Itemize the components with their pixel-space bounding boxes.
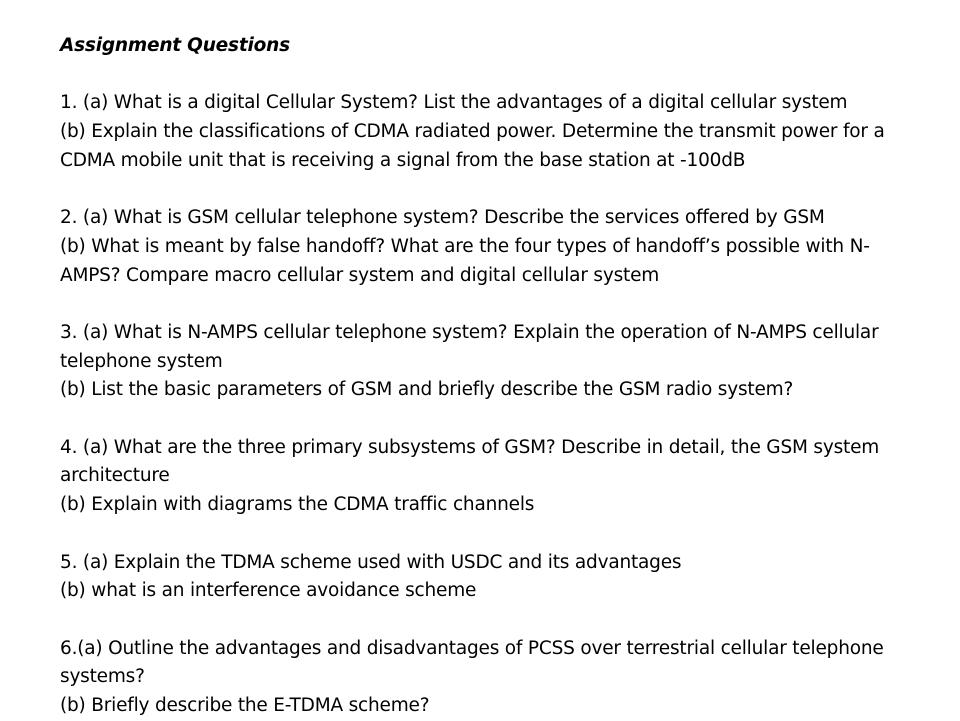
question-3-part-b: (b) List the basic parameters of GSM and briefly describe the GSM radio system? <box>60 379 794 401</box>
question-4-part-b: (b) Explain with diagrams the CDMA traffic channels <box>60 494 535 516</box>
question-6-part-b: (b) Briefly describe the E-TDMA scheme? <box>60 695 430 717</box>
question-5 <box>60 549 920 606</box>
question-5-part-a: 5. (a) Explain the TDMA scheme used with USDC and its advantages <box>60 551 682 573</box>
question-1-part-a: 1. (a) What is a digital Cellular System? List the advantages of a digital cellular system <box>60 92 848 114</box>
question-2 <box>60 204 920 290</box>
question-2-part-a: 2. (a) What is GSM cellular telephone system? Describe the services offered by GSM <box>60 207 825 229</box>
question-1 <box>60 89 920 175</box>
question-5-part-b: (b) what is an interference avoidance scheme <box>60 580 477 602</box>
question-6 <box>60 635 920 721</box>
document-page <box>60 32 920 721</box>
question-1-part-b: (b) Explain the classifications of CDMA radiated power. Determine the transmit power for a CDMA mobile unit that is receiving a signal from the base station at -100dB <box>60 121 885 171</box>
question-6-part-a: 6.(a) Outline the advantages and disadvantages of PCSS over terrestrial cellular telephone systems? <box>60 637 884 688</box>
question-3 <box>60 319 920 405</box>
question-3-part-a: 3. (a) What is N-AMPS cellular telephone system? Explain the operation of N-AMPS cellular telephone system <box>60 321 879 372</box>
question-2-part-b: (b) What is meant by false handoff? What are the four types of handoff’s possible with N-AMPS? Compare macro cellular system and digital cellular system <box>60 235 870 286</box>
question-4-part-a: 4. (a) What are the three primary subsystems of GSM? Describe in detail, the GSM system architecture <box>60 436 880 487</box>
question-4 <box>60 434 920 520</box>
page-title: Assignment Questions <box>60 35 290 56</box>
